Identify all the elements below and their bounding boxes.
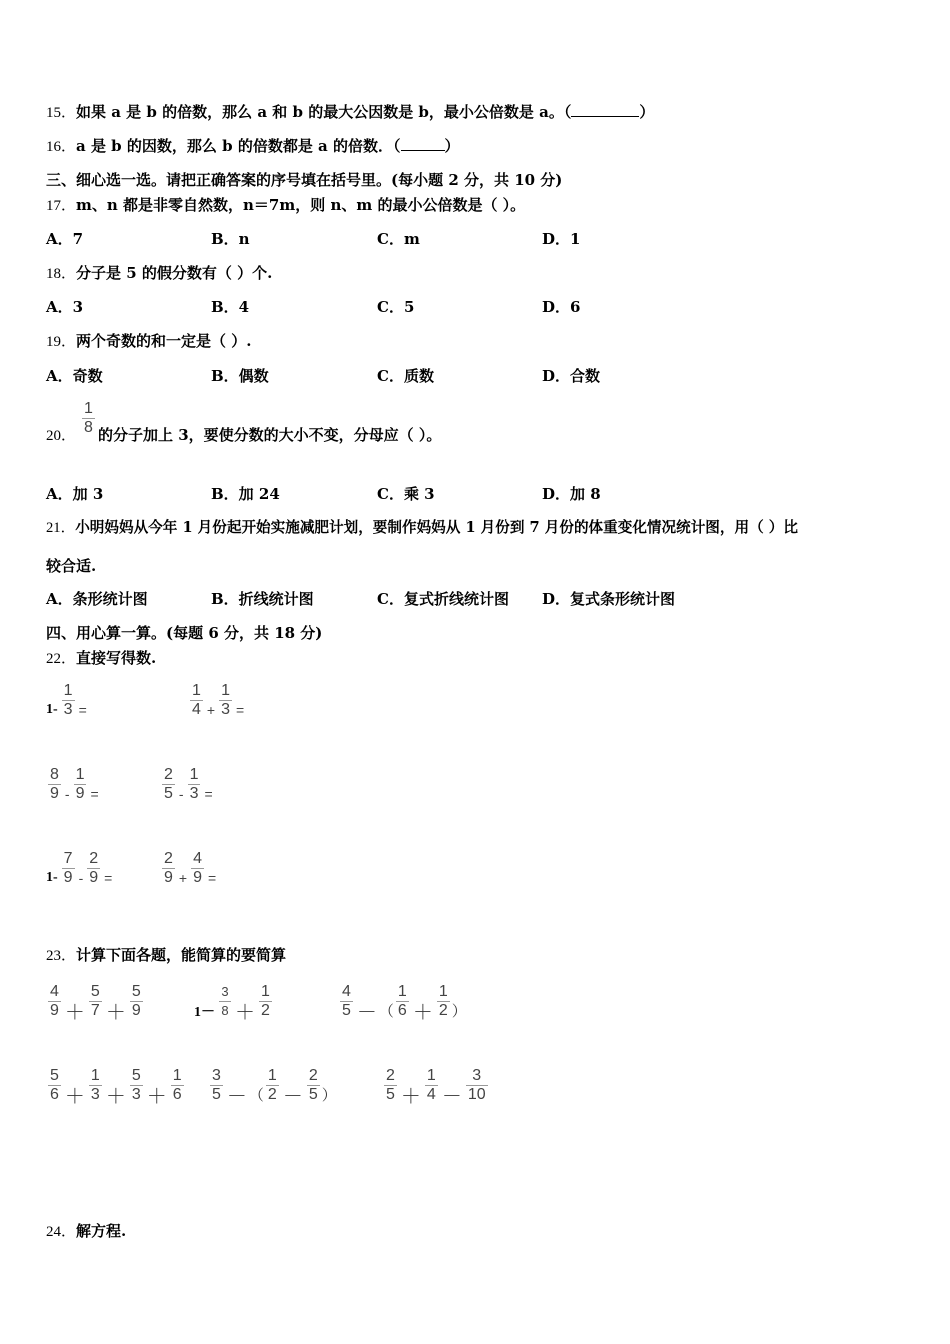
fraction: $\frac{4}{9}$	[50, 983, 59, 1019]
question-number: 17．	[46, 198, 77, 214]
question-21-cont: 较合适.	[46, 557, 97, 575]
question-text: 两个奇数的和一定是（ ）.	[76, 332, 252, 350]
fraction: $\frac{1}{2}$	[261, 983, 270, 1019]
question-22	[46, 648, 156, 669]
close-paren: ）	[639, 103, 655, 121]
option-a[interactable]: A．条形统计图	[46, 590, 148, 608]
fraction: $\frac{1}{6}$	[172, 1067, 182, 1103]
option-d[interactable]: D．6	[542, 298, 581, 316]
question-19	[46, 331, 251, 352]
question-20-fraction	[80, 400, 97, 437]
question-15	[46, 102, 654, 123]
fraction: $\frac{2}{9}$	[164, 850, 173, 886]
expr-22-2: $\frac{1}{4}$ + $\frac{1}{3}$ =	[192, 682, 245, 718]
option-c[interactable]: C．5	[377, 298, 415, 316]
fraction: $\frac{4}{9}$	[193, 850, 202, 886]
section-heading-3: 三、细心选一选。请把正确答案的序号填在括号里。(每小题 2 分，共 10 分)	[46, 171, 563, 189]
section-heading-4: 四、用心算一算。(每题 6 分，共 18 分)	[46, 624, 323, 642]
fraction: $\frac{1}{9}$	[75, 766, 85, 802]
fraction: $\frac{2}{9}$	[89, 850, 99, 886]
fraction: $\frac{7}{9}$	[63, 850, 73, 886]
question-text: 解方程.	[76, 1222, 127, 1240]
expr-23-1: $\frac{4}{9}$ ＋ $\frac{5}{7}$ ＋ $\frac{5}{9}$	[50, 983, 141, 1024]
option-b[interactable]: B．加 24	[211, 485, 280, 503]
expr-23-3: $\frac{4}{5}$ － （ $\frac{1}{6}$ ＋ $\frac{1}{2}$ ）	[342, 983, 467, 1024]
question-number: 19．	[46, 334, 77, 350]
question-text: 小明妈妈从今年 1 月份起开始实施减肥计划，要制作妈妈从 1 月份到 7 月份的体重变化情况统计图，用（ ）比	[75, 519, 798, 536]
fraction: $\frac{5}{3}$	[131, 1067, 141, 1103]
question-18	[46, 263, 272, 284]
fraction: $\frac{1}{4}$	[192, 682, 201, 718]
question-number: 22．	[46, 651, 77, 667]
question-number: 15．	[46, 105, 77, 121]
question-17	[46, 195, 525, 216]
option-c[interactable]: C．乘 3	[377, 485, 435, 503]
fraction: $\frac{3}{10}$	[467, 1067, 486, 1103]
expr-22-4: $\frac{2}{5}$ - $\frac{1}{3}$ =	[164, 766, 213, 802]
expr-23-4: $\frac{5}{6}$ ＋ $\frac{1}{3}$ ＋ $\frac{5}{3}$ ＋ $\frac{1}{6}$	[50, 1067, 182, 1108]
expr-23-5: $\frac{3}{5}$ － （ $\frac{1}{2}$ － $\frac{2}{5}$ ）	[212, 1067, 337, 1108]
question-number: 23．	[46, 948, 77, 964]
expr-22-6: $\frac{2}{9}$ + $\frac{4}{9}$ =	[164, 850, 217, 886]
question-text: 计算下面各题，能简算的要简算	[76, 946, 287, 964]
fraction: $\frac{1}{2}$	[438, 983, 448, 1019]
question-text: 如果 a 是 b 的倍数，那么 a 和 b 的最大公因数是 b，最小公倍数是 a。（	[76, 103, 572, 121]
question-text: m、n 都是非零自然数，n＝7m，则 n、m 的最小公倍数是（ ）。	[76, 196, 526, 214]
question-text: 分子是 5 的假分数有（ ）个.	[76, 264, 273, 282]
question-16	[46, 136, 460, 157]
fraction: $\frac{5}{9}$	[131, 983, 141, 1019]
question-number: 16．	[46, 139, 77, 155]
fraction: $\frac{1}{3}$	[63, 682, 73, 718]
option-a[interactable]: A．加 3	[46, 485, 104, 503]
fraction: $\frac{5}{7}$	[90, 983, 100, 1019]
option-d[interactable]: D．复式条形统计图	[542, 590, 676, 608]
question-23	[46, 945, 286, 966]
expr-23-2: 1－ $\frac{3}{8}$ ＋ $\frac{1}{2}$	[194, 983, 270, 1024]
question-number: 24．	[46, 1224, 77, 1240]
close-paren: ）	[444, 137, 460, 155]
fraction: $\frac{5}{6}$	[50, 1067, 59, 1103]
fraction: $\frac{4}{5}$	[342, 983, 351, 1019]
option-a[interactable]: A．7	[46, 230, 84, 248]
fraction: $\frac{1}{8}$	[84, 400, 93, 436]
option-c[interactable]: C．复式折线统计图	[377, 590, 509, 608]
fraction: $\frac{1}{3}$	[189, 766, 199, 802]
fraction: $\frac{2}{5}$	[308, 1067, 318, 1103]
option-d[interactable]: D．合数	[542, 367, 601, 385]
fraction: $\frac{3}{8}$	[219, 983, 231, 1020]
expr-22-1: 1- $\frac{1}{3}$ =	[46, 682, 87, 718]
expr-22-3: $\frac{8}{9}$ - $\frac{1}{9}$ =	[50, 766, 99, 802]
option-b[interactable]: B．4	[211, 298, 250, 316]
option-d[interactable]: D．加 8	[542, 485, 601, 503]
question-20-text: 的分子加上 3，要使分数的大小不变，分母应（ ）。	[98, 426, 442, 444]
option-b[interactable]: B．n	[211, 230, 250, 248]
option-d[interactable]: D．1	[542, 230, 581, 248]
option-c[interactable]: C．质数	[377, 367, 434, 385]
expr-22-5: 1- $\frac{7}{9}$ - $\frac{2}{9}$ =	[46, 850, 113, 886]
option-b[interactable]: B．折线统计图	[211, 590, 314, 608]
fraction: $\frac{1}{3}$	[221, 682, 230, 718]
question-21	[46, 518, 798, 538]
fraction: $\frac{1}{4}$	[426, 1067, 436, 1103]
fraction: $\frac{2}{5}$	[386, 1067, 395, 1103]
question-number: 21．	[46, 520, 76, 536]
option-b[interactable]: B．偶数	[211, 367, 269, 385]
question-text: a 是 b 的因数，那么 b 的倍数都是 a 的倍数．（	[76, 137, 401, 155]
expr-23-6: $\frac{2}{5}$ ＋ $\frac{1}{4}$ － $\frac{3}{10}$	[386, 1067, 486, 1108]
question-20-number	[46, 425, 76, 446]
question-number: 20．	[46, 428, 77, 444]
fraction: $\frac{1}{2}$	[267, 1067, 277, 1103]
answer-blank[interactable]	[401, 136, 445, 151]
fraction: $\frac{1}{6}$	[397, 983, 407, 1019]
answer-blank[interactable]	[571, 102, 639, 117]
fraction: $\frac{3}{5}$	[212, 1067, 221, 1103]
option-a[interactable]: A．奇数	[46, 367, 103, 385]
question-number: 18．	[46, 266, 77, 282]
fraction: $\frac{2}{5}$	[164, 766, 173, 802]
question-text: 直接写得数.	[76, 649, 157, 667]
fraction: $\frac{8}{9}$	[50, 766, 59, 802]
option-c[interactable]: C．m	[377, 230, 420, 248]
question-24	[46, 1221, 126, 1242]
fraction: $\frac{1}{3}$	[90, 1067, 100, 1103]
option-a[interactable]: A．3	[46, 298, 84, 316]
